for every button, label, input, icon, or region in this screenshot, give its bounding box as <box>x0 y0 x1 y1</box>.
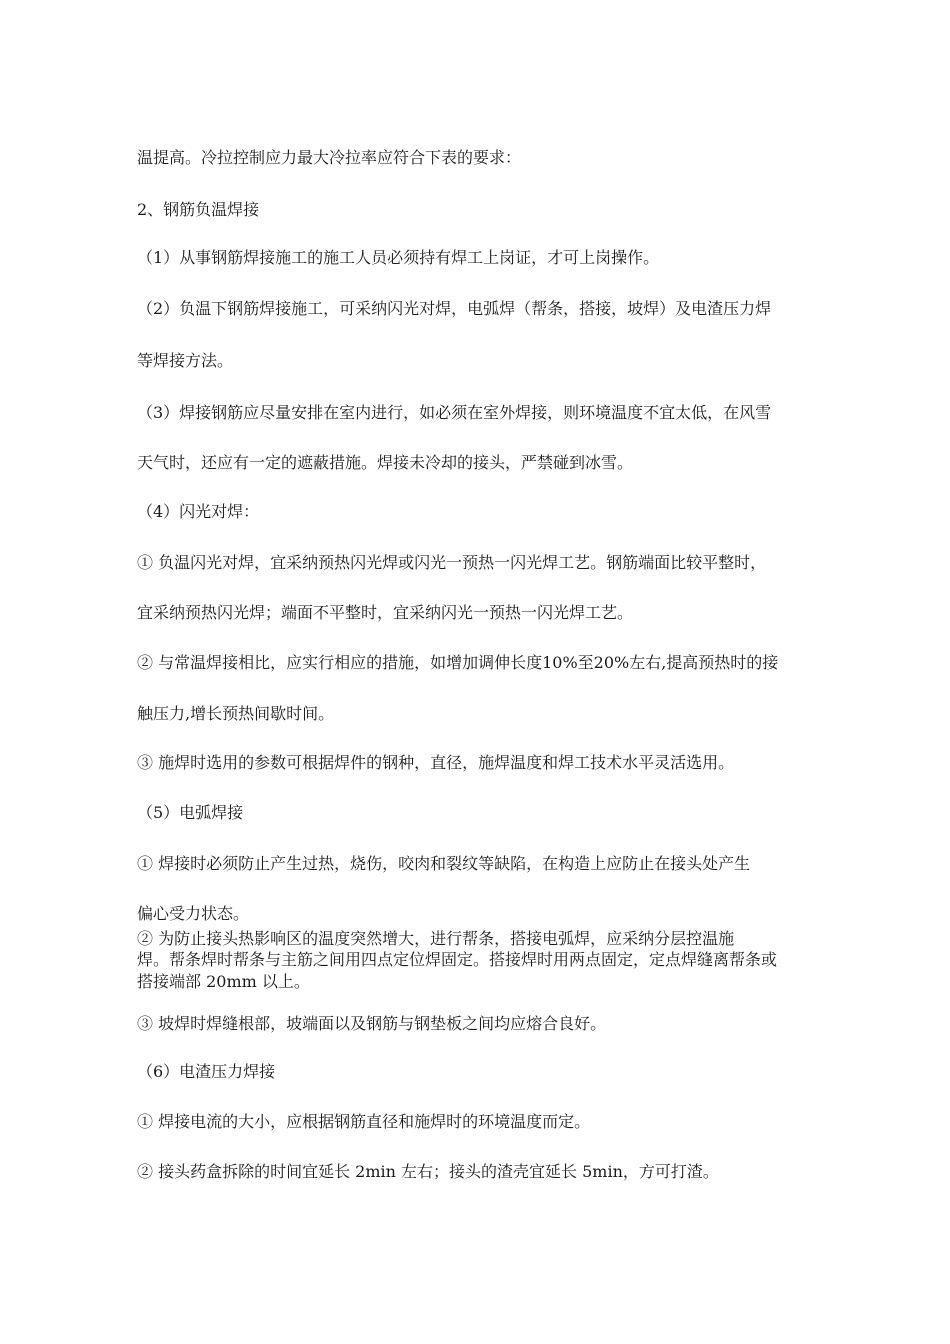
subsection-heading: （5）电弧焊接 <box>137 803 244 822</box>
paragraph-line: 等焊接方法。 <box>137 351 234 370</box>
paragraph-line: ① 焊接电流的大小，应根据钢筋直径和施焊时的环境温度而定。 <box>137 1112 591 1131</box>
paragraph-line: 触压力,增长预热间歇时间。 <box>137 704 335 723</box>
paragraph-line: 焊。帮条焊时帮条与主筋之间用四点定位焊固定。搭接焊时用两点固定，定点焊缝离帮条或 <box>137 950 778 969</box>
paragraph-line: （3）焊接钢筋应尽量安排在室内进行，如必须在室外焊接，则环境温度不宜太低，在风雪 <box>137 403 772 422</box>
paragraph-line: ② 接头药盒拆除的时间宜延长 2min 左右；接头的渣壳宜延长 5min，方可打渣。 <box>137 1162 719 1181</box>
paragraph-line: 搭接端部 20mm 以上。 <box>137 972 310 991</box>
paragraph-line: 偏心受力状态。 <box>137 904 250 923</box>
paragraph-line: ② 与常温焊接相比，应实行相应的措施，如增加调伸长度10%至20%左右,提高预热时的接 <box>137 653 779 672</box>
paragraph-line: ③ 施焊时选用的参数可根据焊件的钢种，直径，施焊温度和焊工技术水平灵活选用。 <box>137 753 735 772</box>
paragraph-line: （2）负温下钢筋焊接施工，可采纳闪光对焊，电弧焊（帮条，搭接，坡焊）及电渣压力焊 <box>137 299 772 318</box>
paragraph-line: 宜采纳预热闪光焊；端面不平整时，宜采纳闪光一预热一闪光焊工艺。 <box>137 603 634 622</box>
paragraph-line: ① 负温闪光对焊，宜采纳预热闪光焊或闪光一预热一闪光焊工艺。钢筋端面比较平整时， <box>137 553 767 572</box>
paragraph-line: ③ 坡焊时焊缝根部，坡端面以及钢筋与钢垫板之间均应熔合良好。 <box>137 1014 607 1033</box>
subsection-heading: （6）电渣压力焊接 <box>137 1062 276 1081</box>
paragraph-line: （1）从事钢筋焊接施工的施工人员必须持有焊工上岗证，才可上岗操作。 <box>137 248 660 267</box>
subsection-heading: （4）闪光对焊： <box>137 502 260 521</box>
paragraph-line: 天气时，还应有一定的遮蔽措施。焊接未冷却的接头，严禁碰到冰雪。 <box>137 453 634 472</box>
paragraph-line: 温提高。冷拉控制应力最大冷拉率应符合下表的要求： <box>137 148 522 167</box>
paragraph-line: ② 为防止接头热影响区的温度突然增大，进行帮条，搭接电弧焊，应采纳分层控温施 <box>137 929 735 948</box>
paragraph-line: ① 焊接时必须防止产生过热，烧伤，咬肉和裂纹等缺陷，在构造上应防止在接头处产生 <box>137 854 751 873</box>
section-heading: 2、钢筋负温焊接 <box>137 200 260 219</box>
